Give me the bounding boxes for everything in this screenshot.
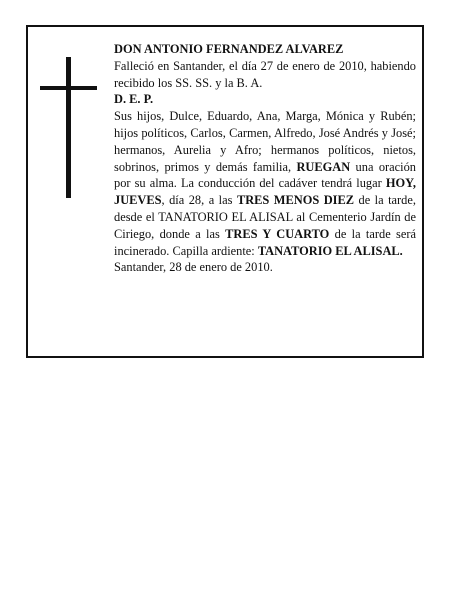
death-info: Falleció en Santander, el día 27 de enero de 2010, habiendo recibido los SS. SS. y la B. A. [114,58,416,90]
day-text: HOY, JUEVES [114,176,416,208]
chapel-name: TANATORIO EL ALISAL. [257,243,403,258]
cremation-time: TRES Y CUARTO [225,226,330,241]
dep-heading: D. E. P. [114,92,154,107]
cremation-text: de la tarde será incinerado. Capilla ardiente: [114,226,416,258]
cross-horizontal-bar [40,86,97,90]
prayer-request: una oración por su alma. La conducción del cadáver tendrá lugar [114,159,416,191]
family-paragraph [114,108,416,259]
cross-vertical-bar [66,57,71,198]
family-intro: Sus hijos, Dulce, Eduardo, Ana, Marga, Mónica y Rubén; hijos políticos, Carlos, Carmen, Alfredo, José Andrés y José; hermanos, Aurelia y Afro; hermanos políticos, nietos, sobrinos, primos y demás familia, [114,109,416,174]
obituary-text [114,41,416,276]
departure-text: de la tarde, desde el TANATORIO EL ALISAL al Cementerio Jardín de Ciriego, donde a las [114,193,416,241]
ruegan-text: RUEGAN [296,159,351,174]
obituary-notice [26,25,424,358]
place-date: Santander, 28 de enero de 2010. [114,260,273,275]
departure-time: TRES MENOS DIEZ [236,193,355,208]
deceased-name: DON ANTONIO FERNANDEZ ALVAREZ [114,42,344,56]
date-text: , día 28, a las [161,193,237,208]
